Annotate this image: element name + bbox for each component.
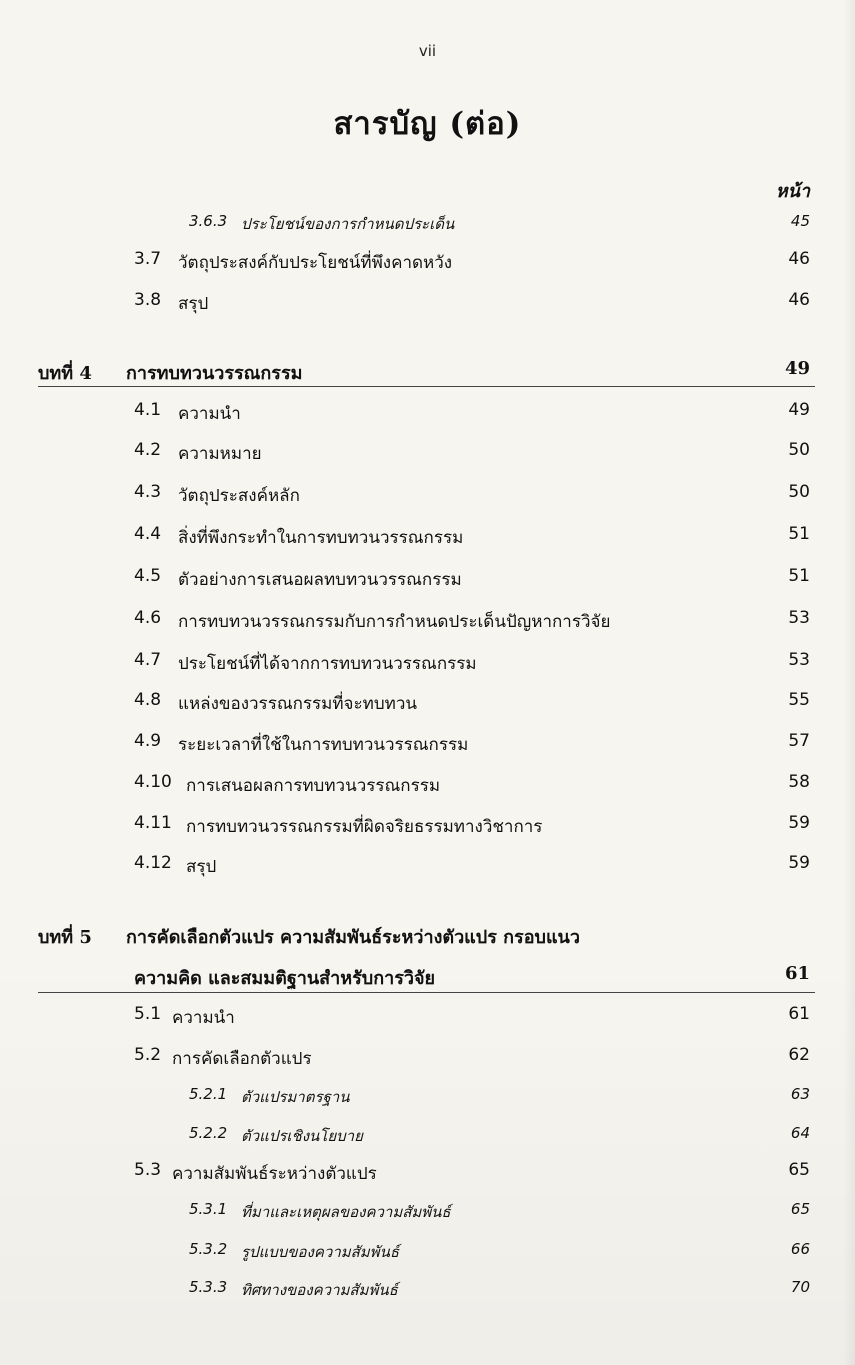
toc-entry-page: 53 bbox=[788, 608, 810, 628]
toc-entry-title: สิ่งที่พึงกระทำในการทบทวนวรรณกรรม bbox=[178, 528, 464, 548]
toc-entry bbox=[0, 400, 855, 430]
toc-entry-page: 58 bbox=[788, 772, 810, 792]
toc-entry-title: ประโยชน์ที่ได้จากการทบทวนวรรณกรรม bbox=[178, 654, 477, 674]
toc-entry-page: 65 bbox=[788, 1160, 810, 1180]
toc-entry bbox=[0, 566, 855, 596]
chapter-title: การทบทวนวรรณกรรม bbox=[126, 363, 303, 384]
toc-entry bbox=[0, 650, 855, 680]
toc-entry-page: 45 bbox=[790, 212, 810, 230]
toc-entry-number: 5.1 bbox=[134, 1004, 162, 1024]
toc-entry-number: 4.1 bbox=[134, 400, 162, 420]
toc-entry-title: สรุป bbox=[178, 294, 209, 314]
toc-entry-title: รูปแบบของความสัมพันธ์ bbox=[241, 1243, 399, 1261]
toc-entry-page: 70 bbox=[790, 1278, 810, 1296]
toc-entry bbox=[0, 1240, 855, 1270]
toc-entry-number: 4.4 bbox=[134, 524, 162, 544]
toc-entry-title: ตัวอย่างการเสนอผลทบทวนวรรณกรรม bbox=[178, 570, 462, 590]
toc-entry-title: ทิศทางของความสัมพันธ์ bbox=[241, 1281, 398, 1299]
toc-entry bbox=[0, 212, 855, 242]
toc-entry bbox=[0, 249, 855, 279]
toc-entry-number: 4.8 bbox=[134, 690, 162, 710]
toc-entry-number: 5.3.3 bbox=[189, 1278, 228, 1296]
toc-entry bbox=[0, 853, 855, 883]
toc-entry-title: การทบทวนวรรณกรรมกับการกำหนดประเด็นปัญหาการวิจัย bbox=[178, 612, 611, 632]
toc-entry-page: 65 bbox=[790, 1200, 810, 1218]
toc-entry bbox=[0, 1200, 855, 1230]
toc-entry-title: ตัวแปรเชิงนโยบาย bbox=[241, 1127, 363, 1145]
toc-entry bbox=[0, 482, 855, 512]
toc-entry-page: 63 bbox=[790, 1085, 810, 1103]
toc-entry bbox=[0, 1004, 855, 1034]
toc-entry-title: ความหมาย bbox=[178, 444, 262, 464]
toc-entry-number: 4.7 bbox=[134, 650, 162, 670]
toc-chapter-entry bbox=[0, 922, 855, 952]
toc-entry-page: 46 bbox=[788, 249, 810, 269]
toc-entry-number: 5.3.1 bbox=[189, 1200, 228, 1218]
toc-entry bbox=[0, 772, 855, 802]
toc-entry-title: ระยะเวลาที่ใช้ในการทบทวนวรรณกรรม bbox=[178, 735, 469, 755]
page-title: สารบัญ (ต่อ) bbox=[333, 106, 522, 142]
toc-entry bbox=[0, 524, 855, 554]
toc-entry-number: 5.3.2 bbox=[189, 1240, 228, 1258]
toc-entry-page: 51 bbox=[788, 566, 810, 586]
toc-entry-title: แหล่งของวรรณกรรมที่จะทบทวน bbox=[178, 694, 418, 714]
toc-entry bbox=[0, 1045, 855, 1075]
toc-entry bbox=[0, 731, 855, 761]
toc-entry-title: การทบทวนวรรณกรรมที่ผิดจริยธรรมทางวิชาการ bbox=[186, 817, 543, 837]
toc-entry-title: ประโยชน์ของการกำหนดประเด็น bbox=[241, 215, 455, 233]
toc-entry-number: 4.6 bbox=[134, 608, 162, 628]
toc-entry-title: ตัวแปรมาตรฐาน bbox=[241, 1088, 350, 1106]
toc-entry bbox=[0, 440, 855, 470]
toc-entry-page: 62 bbox=[788, 1045, 810, 1065]
page-number: vii bbox=[418, 42, 437, 60]
toc-entry-title: ความนำ bbox=[172, 1008, 235, 1028]
toc-entry-title: การเสนอผลการทบทวนวรรณกรรม bbox=[186, 776, 441, 796]
toc-entry-page: 59 bbox=[788, 853, 810, 873]
toc-entry-title: วัตถุประสงค์หลัก bbox=[178, 486, 300, 506]
toc-entry-page: 64 bbox=[790, 1124, 810, 1142]
toc-entry-page: 50 bbox=[788, 482, 810, 502]
toc-entry-number: 5.2.1 bbox=[189, 1085, 228, 1103]
toc-entry-number: 4.5 bbox=[134, 566, 162, 586]
chapter-rule bbox=[38, 386, 815, 387]
toc-chapter-entry-continued bbox=[0, 963, 855, 993]
toc-entry-page: 59 bbox=[788, 813, 810, 833]
toc-entry bbox=[0, 690, 855, 720]
toc-entry-page: 49 bbox=[788, 400, 810, 420]
toc-entry-title: ความสัมพันธ์ระหว่างตัวแปร bbox=[172, 1164, 377, 1184]
toc-entry-page: 46 bbox=[788, 290, 810, 310]
chapter-number: บทที่ 5 bbox=[38, 927, 92, 948]
page-column-header: หน้า bbox=[775, 181, 810, 202]
toc-entry-number: 3.8 bbox=[134, 290, 162, 310]
toc-entry-page: 53 bbox=[788, 650, 810, 670]
toc-entry bbox=[0, 813, 855, 843]
toc-entry-number: 4.3 bbox=[134, 482, 162, 502]
chapter-page: 61 bbox=[784, 963, 810, 984]
toc-entry-title: สรุป bbox=[186, 857, 217, 877]
toc-entry-title: วัตถุประสงค์กับประโยชน์ที่พึงคาดหวัง bbox=[178, 253, 453, 273]
toc-entry-title: ความนำ bbox=[178, 404, 241, 424]
toc-entry-page: 57 bbox=[788, 731, 810, 751]
toc-entry-title: ที่มาและเหตุผลของความสัมพันธ์ bbox=[241, 1203, 451, 1221]
chapter-title-continued: ความคิด และสมมติฐานสำหรับการวิจัย bbox=[134, 968, 436, 989]
toc-entry-number: 4.9 bbox=[134, 731, 162, 751]
toc-entry-title: การคัดเลือกตัวแปร bbox=[172, 1049, 312, 1069]
toc-entry-page: 61 bbox=[788, 1004, 810, 1024]
toc-entry-number: 5.2 bbox=[134, 1045, 162, 1065]
toc-entry-number: 5.3 bbox=[134, 1160, 162, 1180]
chapter-rule bbox=[38, 992, 815, 993]
toc-entry bbox=[0, 1278, 855, 1308]
toc-entry-page: 50 bbox=[788, 440, 810, 460]
toc-entry bbox=[0, 290, 855, 320]
toc-entry-number: 4.2 bbox=[134, 440, 162, 460]
toc-entry-page: 55 bbox=[788, 690, 810, 710]
toc-entry bbox=[0, 608, 855, 638]
toc-entry bbox=[0, 1124, 855, 1154]
chapter-page: 49 bbox=[784, 358, 810, 379]
chapter-number: บทที่ 4 bbox=[38, 363, 92, 384]
toc-entry bbox=[0, 1160, 855, 1190]
toc-entry bbox=[0, 1085, 855, 1115]
toc-entry-number: 3.7 bbox=[134, 249, 162, 269]
toc-entry-number: 4.11 bbox=[134, 813, 172, 833]
toc-entry-page: 66 bbox=[790, 1240, 810, 1258]
chapter-title: การคัดเลือกตัวแปร ความสัมพันธ์ระหว่างตัวแปร กรอบแนว bbox=[126, 927, 580, 948]
toc-entry-number: 4.10 bbox=[134, 772, 172, 792]
toc-chapter-entry bbox=[0, 358, 855, 388]
toc-entry-page: 51 bbox=[788, 524, 810, 544]
toc-entry-number: 5.2.2 bbox=[189, 1124, 228, 1142]
toc-entry-number: 3.6.3 bbox=[189, 212, 228, 230]
toc-entry-number: 4.12 bbox=[134, 853, 172, 873]
